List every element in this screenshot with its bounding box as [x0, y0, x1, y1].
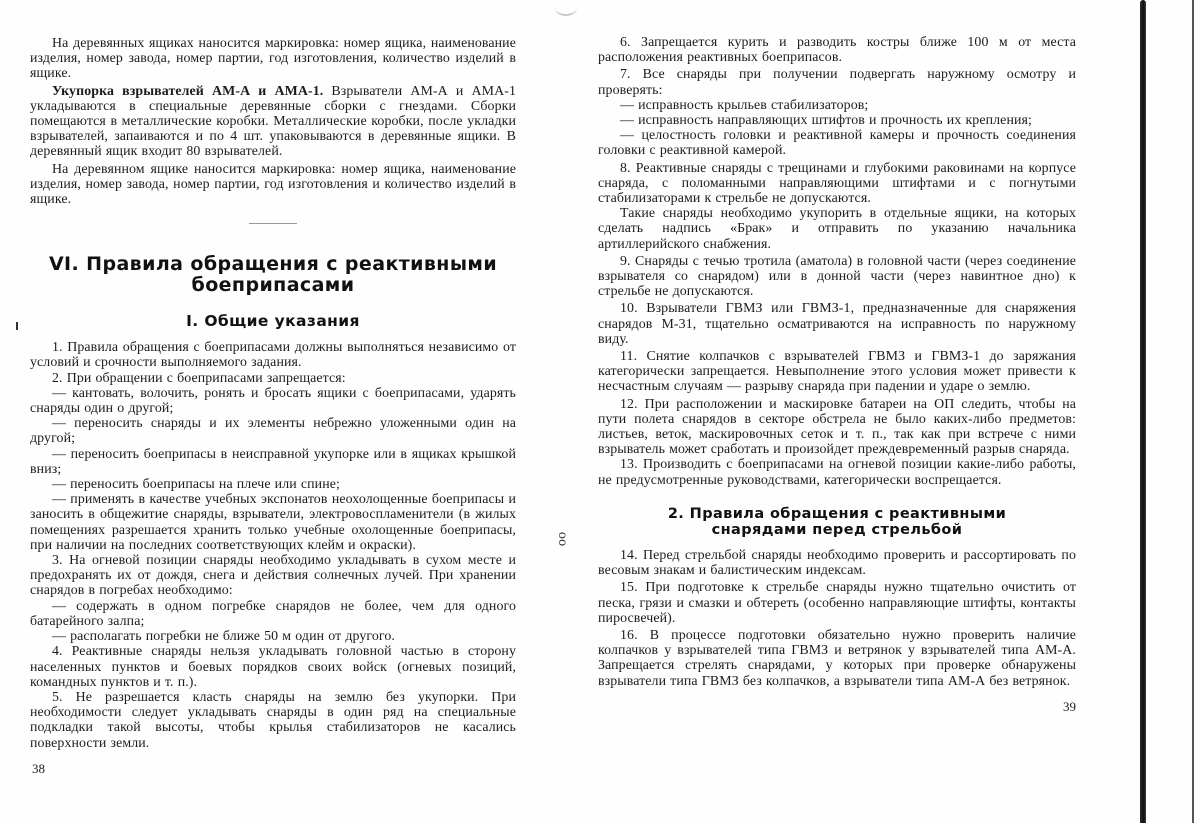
rule-paragraph: 1. Правила обращения с боеприпасами должны выполняться независимо от условий и срочности выполняемого задания. [30, 340, 516, 371]
rule-paragraph: 3. На огневой позиции снаряды необходимо укладывать в сухом месте и предохранять их от дождя, снега и действия солнечных лучей. При хранении снарядов в погребах необходимо: [30, 553, 516, 599]
rule-list-item: — переносить боеприпасы в неисправной укупорке или в ящиках крышкой вниз; [30, 446, 516, 477]
page-left-text [30, 36, 516, 751]
rule-list-item: — содержать в одном погребке снарядов не более, чем для одного батарейного залпа; [30, 598, 516, 629]
binding-hole-artifact [555, 0, 577, 16]
paragraph-marking-boxes: На деревянных ящиках наносится маркировка: номер ящика, наименование изделия, номер завода, номер партии, год изготовления, количество изделий в ящике. [30, 36, 516, 82]
rule-list-item: — целостность головки и реактивной камеры и прочность соединения головки с реактивной камерой. [598, 128, 1076, 159]
rule-paragraph: 7. Все снаряды при получении подвергать наружному осмотру и проверять: [598, 67, 1076, 98]
rule-list-item: — применять в качестве учебных экспонатов неохолощенные боеприпасы и заносить в общежитие снаряды, взрыватели, электровоспламенители (в жилых помещениях разрешается хранить только учебные охолощенные боеприпасы, при наличии на последних соответствующих клейм и окраски). [30, 492, 516, 553]
page-number-left: 38 [32, 760, 45, 776]
scan-edge-shadow [1140, 0, 1146, 823]
page-right [598, 0, 1076, 823]
page-number-right: 39 [1063, 698, 1076, 714]
rule-paragraph: 4. Реактивные снаряды нельзя укладывать головной частью в сторону населенных пунктов и боевых порядков своих войск (огневых позиций, командных пунктов и т. п.). [30, 644, 516, 690]
rule-paragraph: 2. При обращении с боеприпасами запрещается: [52, 370, 346, 386]
chapter-heading [30, 254, 516, 296]
scan-margin-mark [16, 322, 18, 330]
chapter-heading-line-2: боеприпасами [191, 274, 355, 297]
rule-list-item: — переносить боеприпасы на плече или спине; [52, 477, 340, 493]
rule-paragraph: 9. Снаряды с течью тротила (аматола) в головной части (через соединение взрывателя со снарядом) или в донной части (через навинтное дно) к стрельбе не допускаются. [598, 253, 1076, 300]
rule-paragraph: 13. Производить с боеприпасами на огневой позиции какие-либо работы, не предусмотренные руководствами, категорически воспрещается. [598, 457, 1076, 488]
rule-paragraph: 16. В процессе подготовки обязательно нужно проверить наличие колпачков у взрывателей типа ГВМЗ и ветрянок у взрывателей типа АМ-А. Запрещается стрелять снарядами, у которых при проверке обнаружены взрыватели типа ГВМЗ без колпачков, а взрыватели типа АМ-А без ветрянок. [598, 627, 1076, 689]
paragraph-marking-box: На деревянном ящике наносится маркировка: номер ящика, наименование изделия, номер завода, номер партии, год изготовления и количество изделий в ящике. [30, 161, 516, 208]
rule-paragraph: 12. При расположении и маскировке батареи на ОП следить, чтобы на пути полета снарядов в секторе обстрела не было каких-либо предметов: листьев, веток, маскировочных сеток и т. п., так как при встрече с ними взрыватель может сработать и произойдет преждевременный разрыв снаряда. [598, 396, 1076, 458]
paragraph-lead-bold: Укупорка взрывателей АМ-А и АМА-1. [52, 83, 324, 99]
section-heading-line-2: снарядами перед стрельбой [711, 521, 963, 538]
section-heading-line-1: 2. Правила обращения с реактивными [667, 505, 1007, 522]
chapter-heading-line-1: VI. Правила обращения с реактивными [48, 253, 498, 276]
paragraph-fuze-packing [30, 84, 516, 160]
rule-list-item: — переносить снаряды и их элементы небрежно уложенными один на другой; [30, 416, 516, 447]
rule-paragraph: 6. Запрещается курить и разводить костры ближе 100 м от места расположения реактивных боеприпасов. [598, 35, 1076, 66]
section-heading-before-firing [598, 506, 1076, 538]
paragraph-body: Взрыватели АМ-А и АМА-1 укладываются в специальные деревянные сборки с гнездами. Сборки помещаются в металлические коробки. Металлические коробки, после укладки взрывателей, запаиваются и по 4 шт. упаковываются в деревянные ящики. В деревянный ящик входит 80 взрывателей. [30, 83, 516, 160]
rule-list-item: — исправность направляющих штифтов и прочность их крепления; [620, 113, 1032, 129]
rule-paragraph: 14. Перед стрельбой снаряды необходимо проверить и рассортировать по весовым знакам и балистическим индексам. [598, 547, 1076, 579]
rule-list-item: — кантовать, волочить, ронять и бросать ящики с боеприпасами, ударять снаряды один о другой; [30, 385, 516, 417]
rule-list-item: — располагать погребки не ближе 50 м один от другого. [52, 629, 395, 645]
rule-list-item: — исправность крыльев стабилизаторов; [620, 97, 869, 113]
rule-paragraph: 10. Взрыватели ГВМЗ или ГВМЗ-1, предназначенные для снаряжения снарядов М-31, тщательно осматриваются на исправность по наружному виду. [598, 301, 1076, 347]
separator-line [249, 223, 297, 224]
rule-paragraph: Такие снаряды необходимо укупорить в отдельные ящики, на которых сделать надпись «Брак» и отправить по указанию начальника артиллерийского снабжения. [598, 206, 1076, 252]
gutter-mark: оо [556, 531, 570, 547]
rule-paragraph: 5. Не разрешается класть снаряды на землю без укупорки. При необходимости следует укладывать снаряды в один ряд на специальные подкладки такой высоты, чтобы крылья стабилизаторов не касались поверхности земли. [30, 689, 516, 751]
page-left [30, 0, 516, 823]
section-heading-general: I. Общие указания [186, 312, 360, 331]
scan-edge-line [1192, 0, 1194, 823]
rule-paragraph: 15. При подготовке к стрельбе снаряды нужно тщательно очистить от песка, грязи и смазки и обтереть (особенно направляющие штифты, контакты пиросвечей). [598, 580, 1076, 626]
page-right-text [598, 35, 1076, 689]
rule-paragraph: 11. Снятие колпачков с взрывателей ГВМЗ и ГВМЗ-1 до заряжания категорически запрещается. Невыполнение этого условия может привести к несчастным случаям — разрыву снаряда при падении и ударе о землю. [598, 349, 1076, 395]
rule-paragraph: 8. Реактивные снаряды с трещинами и глубокими раковинами на корпусе снаряда, с поломанными направляющими штифтами и с погнутыми стабилизаторами к стрельбе не допускаются. [598, 160, 1076, 207]
